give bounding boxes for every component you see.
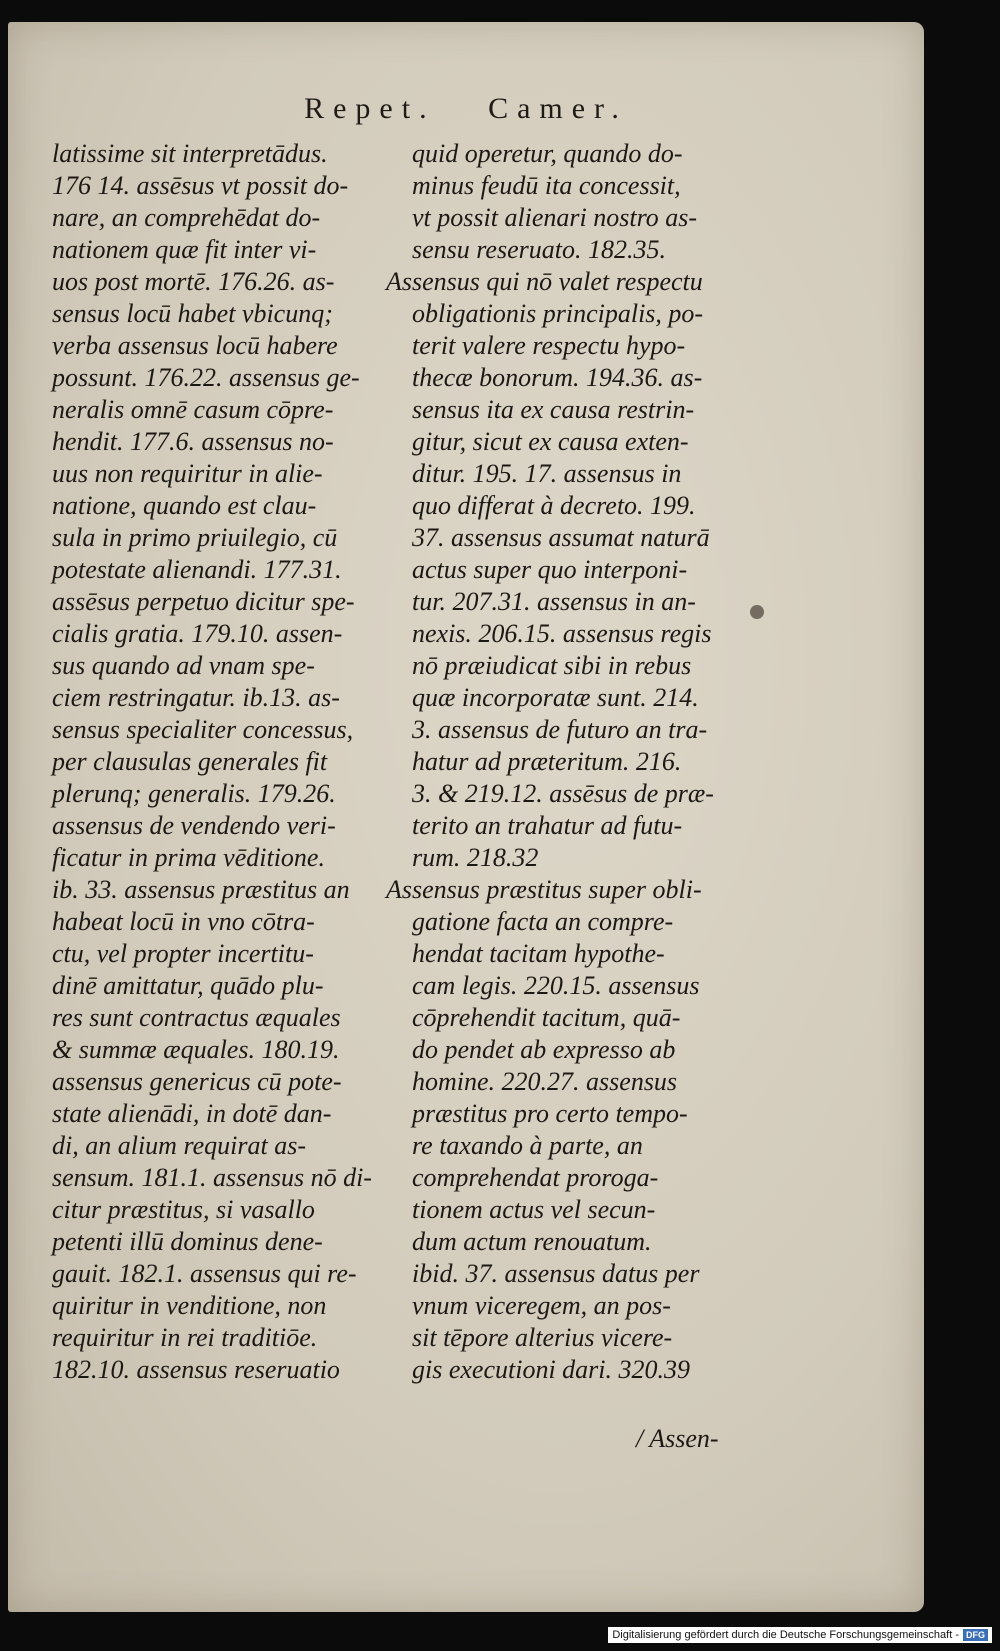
ink-blot — [750, 605, 764, 619]
index-entry-head: Assensus præstitus super obli- — [386, 875, 702, 904]
index-line: rum. 218.32 — [412, 843, 539, 872]
index-line: gatione facta an compre- — [412, 907, 674, 936]
index-line: homine. 220.27. assensus — [412, 1067, 678, 1096]
index-line: sensus specialiter concessus, — [52, 715, 354, 744]
index-line: nationem quæ fit inter vi- — [52, 235, 317, 264]
index-line: quid operetur, quando do- — [412, 139, 683, 168]
index-line: citur præstitus, si vasallo — [52, 1195, 315, 1224]
index-line: hendit. 177.6. assensus no- — [52, 427, 334, 456]
index-line: tionem actus vel secun- — [412, 1195, 656, 1224]
index-line: do pendet ab expresso ab — [412, 1035, 676, 1064]
index-line: assēsus perpetuo dicitur spe- — [52, 587, 355, 616]
index-line: sensum. 181.1. assensus nō di- — [52, 1163, 372, 1192]
footer-text: Digitalisierung gefördert durch die Deutsche Forschungsgemeinschaft - — [612, 1629, 959, 1641]
index-line: sensus ita ex causa restrin- — [412, 395, 695, 424]
index-line: natione, quando est clau- — [52, 491, 317, 520]
index-line: terit valere respectu hypo- — [412, 331, 686, 360]
index-line: quo differat à decreto. 199. — [412, 491, 696, 520]
index-line: cōprehendit tacitum, quā- — [412, 1003, 681, 1032]
index-line: ibid. 37. assensus datus per — [412, 1259, 700, 1288]
catchword: / Assen- — [636, 1424, 719, 1453]
index-line: hendat tacitam hypothe- — [412, 939, 665, 968]
index-line: cialis gratia. 179.10. assen- — [52, 619, 343, 648]
index-line: ctu, vel propter incertitu- — [52, 939, 314, 968]
index-line: verba assensus locū habere — [52, 331, 338, 360]
index-line: 37. assensus assumat naturā — [412, 523, 710, 552]
index-line: dinē amittatur, quādo plu- — [52, 971, 324, 1000]
index-line: possunt. 176.22. assensus ge- — [52, 363, 360, 392]
index-line: uus non requiritur in alie- — [52, 459, 323, 488]
left-column — [52, 138, 372, 1386]
index-line: state alienādi, in dotē dan- — [52, 1099, 332, 1128]
index-line: re taxando à parte, an — [412, 1131, 643, 1160]
index-line: præstitus pro certo tempo- — [412, 1099, 688, 1128]
index-line: vt possit alienari nostro as- — [412, 203, 698, 232]
index-line: di, an alium requirat as- — [52, 1131, 306, 1160]
dfg-logo: DFG — [963, 1629, 988, 1641]
index-line: sit tēpore alterius vicere- — [412, 1323, 673, 1352]
index-line: nō præiudicat sibi in rebus — [412, 651, 692, 680]
right-column — [386, 138, 716, 1386]
index-line: quæ incorporatæ sunt. 214. — [412, 683, 699, 712]
index-line: comprehendat proroga- — [412, 1163, 659, 1192]
index-line: habeat locū in vno cōtra- — [52, 907, 315, 936]
index-line: sus quando ad vnam spe- — [52, 651, 315, 680]
index-line: neralis omnē casum cōpre- — [52, 395, 334, 424]
index-line: ciem restringatur. ib.13. as- — [52, 683, 340, 712]
index-line: dum actum renouatum. — [412, 1227, 652, 1256]
index-line: res sunt contractus æquales — [52, 1003, 341, 1032]
index-line: requiritur in rei traditiōe. — [52, 1323, 318, 1352]
index-line: tur. 207.31. assensus in an- — [412, 587, 696, 616]
index-line: uos post mortē. 176.26. as- — [52, 267, 335, 296]
index-line: terito an trahatur ad futu- — [412, 811, 683, 840]
index-line: vnum viceregem, an pos- — [412, 1291, 671, 1320]
index-line: latissime sit interpretādus. — [52, 139, 328, 168]
index-line: gitur, sicut ex causa exten- — [412, 427, 689, 456]
index-line: sula in primo priuilegio, cū — [52, 523, 338, 552]
index-line: ditur. 195. 17. assensus in — [412, 459, 682, 488]
index-line: gis executioni dari. 320.39 — [412, 1355, 691, 1384]
index-line: minus feudū ita concessit, — [412, 171, 681, 200]
running-head-right: Camer. — [488, 92, 628, 125]
running-head — [8, 92, 924, 126]
index-line: & summæ æquales. 180.19. — [52, 1035, 340, 1064]
index-line: cam legis. 220.15. assensus — [412, 971, 700, 1000]
index-line: ib. 33. assensus præstitus an — [52, 875, 350, 904]
index-line: assensus genericus cū pote- — [52, 1067, 342, 1096]
index-line: quiritur in venditione, non — [52, 1291, 327, 1320]
index-line: potestate alienandi. 177.31. — [52, 555, 342, 584]
index-line: 3. & 219.12. assēsus de præ- — [412, 779, 714, 808]
index-line: nare, an comprehēdat do- — [52, 203, 321, 232]
index-line: nexis. 206.15. assensus regis — [412, 619, 712, 648]
index-line: petenti illū dominus dene- — [52, 1227, 323, 1256]
index-line: assensus de vendendo veri- — [52, 811, 336, 840]
index-line: hatur ad præteritum. 216. — [412, 747, 682, 776]
index-line: obligationis principalis, po- — [412, 299, 704, 328]
index-line: sensus locū habet vbicunq; — [52, 299, 333, 328]
index-line: per clausulas generales fit — [52, 747, 328, 776]
index-line: 176 14. assēsus vt possit do- — [52, 171, 349, 200]
index-line: 3. assensus de futuro an tra- — [412, 715, 708, 744]
index-line: plerunq; generalis. 179.26. — [52, 779, 336, 808]
index-entry-head: Assensus qui nō valet respectu — [386, 267, 703, 296]
running-head-left: Repet. — [304, 92, 436, 125]
index-line: gauit. 182.1. assensus qui re- — [52, 1259, 357, 1288]
index-line: thecæ bonorum. 194.36. as- — [412, 363, 703, 392]
index-line: actus super quo interponi- — [412, 555, 688, 584]
index-line: 182.10. assensus reseruatio — [52, 1355, 340, 1384]
book-page — [8, 22, 924, 1612]
index-line: ficatur in prima vēditione. — [52, 843, 325, 872]
digitization-footer — [608, 1627, 992, 1643]
index-line: sensu reseruato. 182.35. — [412, 235, 666, 264]
